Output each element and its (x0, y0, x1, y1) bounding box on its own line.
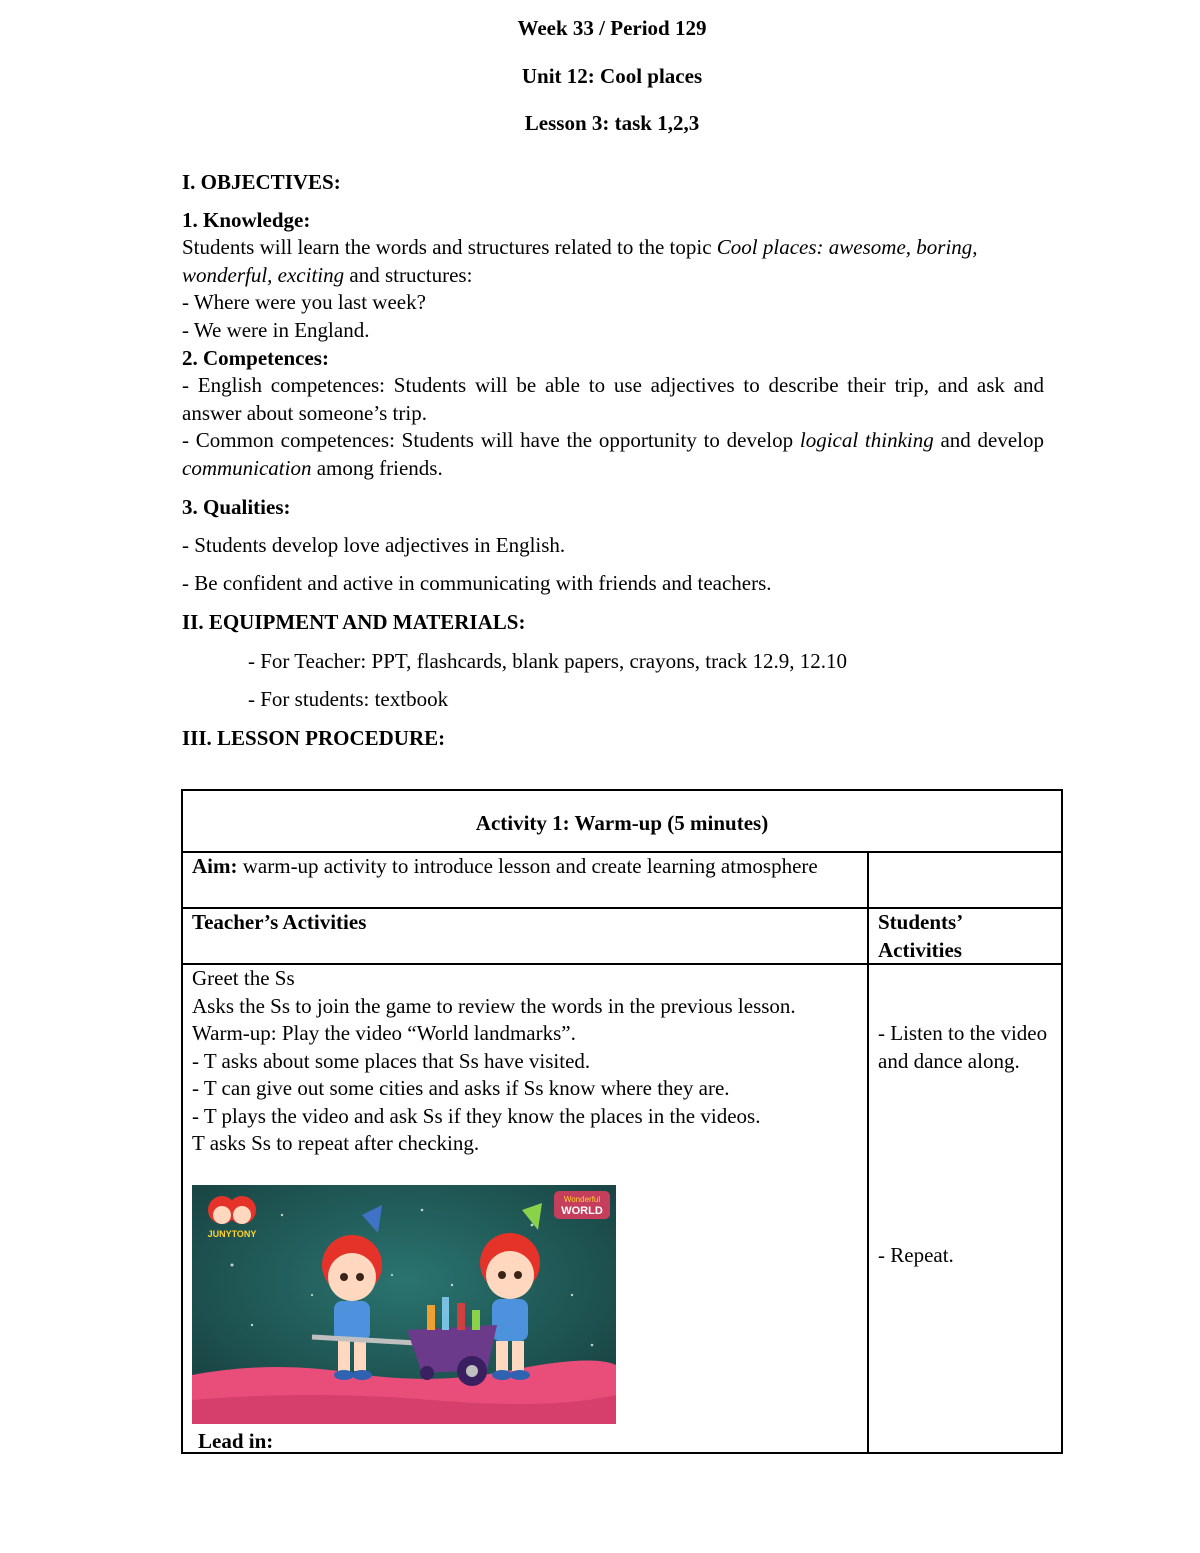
students-activity-listen: - Listen to the video and dance along. (878, 1021, 1048, 1073)
qualities-line-1: - Students develop love adjectives in English. (182, 533, 566, 557)
knowledge-paragraph (182, 234, 1032, 344)
communication: communication (182, 455, 312, 480)
knowledge-text: Students will learn the words and structures related to the topic (182, 235, 717, 259)
common-competences-after: among friends. (311, 455, 443, 480)
table-column-divider (867, 851, 869, 1452)
teacher-line: - T can give out some cities and asks if Ss know where they are. (192, 1076, 730, 1100)
students-activities-header (878, 909, 963, 964)
common-competences-mid: and develop (933, 428, 1045, 452)
equipment-heading: II. EQUIPMENT AND MATERIALS: (182, 610, 526, 634)
unit-title: Unit 12: Cool places (521, 64, 703, 88)
qualities-line-2: - Be confident and active in communicating with friends and teachers. (182, 571, 772, 595)
students-header-line-1: Students’ (878, 910, 964, 934)
aim-cell (192, 853, 832, 881)
aim-text: warm-up activity to introduce lesson and create learning atmosphere (237, 854, 818, 878)
competences-paragraph (182, 372, 1044, 482)
knowledge-topic: Cool places: awesome, boring, wonderful, exciting (182, 235, 978, 287)
teacher-line: Asks the Ss to join the game to review the words in the previous lesson. (192, 993, 796, 1018)
equipment-students: - For students: textbook (248, 687, 449, 711)
activity-title: Activity 1: Warm-up (5 minutes) (475, 811, 769, 835)
students-header-line-2: Activities (878, 937, 962, 962)
aim-label: Aim: (192, 854, 238, 878)
structure-line-2: - We were in England. (182, 317, 370, 342)
teacher-activities (192, 965, 852, 1158)
common-competences-text: - Common competences: Students will have the opportunity to develop (182, 428, 800, 452)
teacher-line: T asks Ss to repeat after checking. (192, 1131, 480, 1155)
lead-in-label: Lead in: (198, 1429, 274, 1453)
competences-heading: 2. Competences: (182, 346, 329, 370)
students-activity-repeat: - Repeat. (878, 1243, 954, 1267)
junytony-logo-icon (208, 1196, 257, 1239)
wonderful-world-badge (554, 1191, 610, 1219)
equipment-teacher: - For Teacher: PPT, flashcards, blank papers, crayons, track 12.9, 12.10 (248, 649, 848, 673)
common-competences (182, 427, 1044, 482)
teacher-activities-header: Teacher’s Activities (192, 910, 367, 934)
badge-line-1: Wonderful (563, 1195, 601, 1204)
week-period: Week 33 / Period 129 (517, 16, 707, 40)
knowledge-heading: 1. Knowledge: (182, 208, 311, 232)
teacher-line: Greet the Ss (192, 966, 295, 990)
logo-text: JUNYTONY (207, 1229, 257, 1239)
procedure-heading: III. LESSON PROCEDURE: (182, 726, 446, 750)
structure-line-1: - Where were you last week? (182, 290, 426, 314)
english-competences: - English competences: Students will be able to use adjectives to describe their trip, and ask and answer about someone’s trip. (182, 373, 1044, 425)
teacher-line: - T asks about some places that Ss have visited. (192, 1048, 591, 1073)
teacher-line: Warm-up: Play the video “World landmarks”. (192, 1021, 576, 1045)
knowledge-text-after: and structures: (344, 262, 473, 287)
video-thumbnail (192, 1185, 616, 1424)
lesson-title: Lesson 3: task 1,2,3 (524, 111, 700, 135)
logical-thinking: logical thinking (799, 428, 934, 452)
objectives-heading: I. OBJECTIVES: (182, 170, 341, 194)
teacher-line: - T plays the video and ask Ss if they know the places in the videos. (192, 1103, 761, 1128)
cartoon-illustration (192, 1185, 616, 1424)
qualities-heading: 3. Qualities: (182, 495, 291, 519)
badge-line-2: WORLD (561, 1205, 603, 1217)
